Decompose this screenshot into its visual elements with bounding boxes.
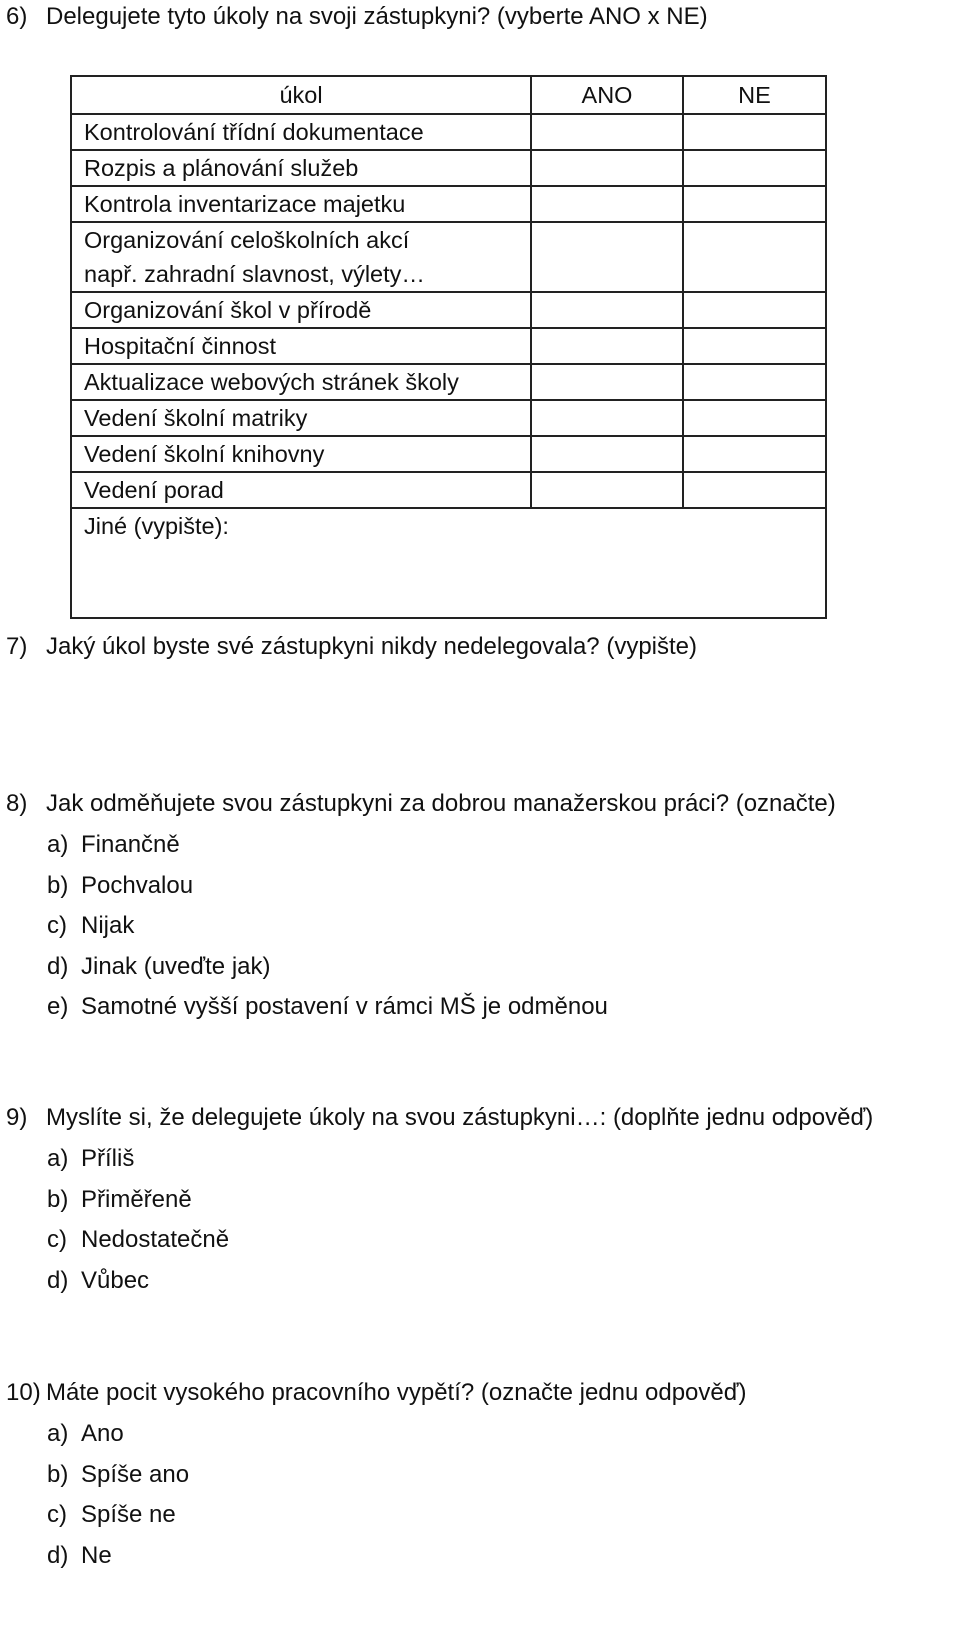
- option-text: Příliš: [81, 1145, 135, 1172]
- ano-cell[interactable]: [531, 364, 683, 400]
- option-item[interactable]: [47, 1144, 229, 1185]
- question-number: 7): [6, 633, 28, 660]
- ne-cell[interactable]: [683, 114, 826, 150]
- ne-cell[interactable]: [683, 186, 826, 222]
- option-letter: c): [47, 1226, 67, 1253]
- table-row: [71, 114, 826, 150]
- header-ne: NE: [683, 76, 826, 114]
- other-label: Jiné (vypište):: [71, 508, 531, 618]
- ano-cell[interactable]: [531, 472, 683, 508]
- ano-cell[interactable]: [531, 328, 683, 364]
- option-text: Ano: [81, 1420, 124, 1447]
- ano-cell[interactable]: [531, 400, 683, 436]
- option-item[interactable]: [47, 1541, 189, 1582]
- other-answer-area[interactable]: [531, 508, 826, 618]
- question-text: Jaký úkol byste své zástupkyni nikdy nedelegovala? (vypište): [46, 633, 697, 660]
- option-item[interactable]: [47, 1185, 229, 1226]
- ano-cell[interactable]: [531, 114, 683, 150]
- option-item[interactable]: [47, 1266, 229, 1307]
- table-row: [71, 150, 826, 186]
- option-text: Nedostatečně: [81, 1226, 230, 1253]
- task-label: Hospitační činnost: [71, 328, 531, 364]
- question-number: 8): [6, 790, 28, 817]
- task-label: Vedení porad: [71, 472, 531, 508]
- option-letter: a): [47, 1420, 69, 1447]
- option-text: Ne: [81, 1541, 112, 1569]
- option-item[interactable]: [47, 1419, 189, 1460]
- table-row: [71, 186, 826, 222]
- header-task: úkol: [71, 76, 531, 114]
- question-number: 10): [6, 1379, 41, 1406]
- task-label-line-1: Organizování celoškolních akcí: [84, 227, 410, 253]
- option-text: Nijak: [81, 912, 135, 939]
- question-10-options: [47, 1419, 189, 1581]
- question-text: Delegujete tyto úkoly na svoji zástupkyni? (vyberte ANO x NE): [46, 3, 708, 30]
- ano-cell[interactable]: [531, 186, 683, 222]
- header-ano: ANO: [531, 76, 683, 114]
- option-letter: c): [47, 1501, 67, 1528]
- question-7: [6, 632, 697, 662]
- ne-cell[interactable]: [683, 436, 826, 472]
- ne-cell[interactable]: [683, 150, 826, 186]
- option-letter: d): [47, 1541, 69, 1569]
- question-number: 6): [6, 3, 28, 30]
- option-item[interactable]: [47, 1460, 189, 1501]
- question-text: Jak odměňujete svou zástupkyni za dobrou manažerskou práci? (označte): [46, 790, 836, 817]
- ano-cell[interactable]: [531, 436, 683, 472]
- option-letter: d): [47, 1266, 69, 1294]
- task-delegation-table: [70, 75, 827, 619]
- question-9-options: [47, 1144, 229, 1306]
- option-letter: c): [47, 912, 67, 939]
- option-text: Spíše ano: [81, 1460, 190, 1488]
- ne-cell[interactable]: [683, 472, 826, 508]
- option-text: Samotné vyšší postavení v rámci MŠ je odměnou: [81, 993, 608, 1020]
- question-10: [6, 1378, 747, 1408]
- table-header-row: [71, 76, 826, 114]
- option-letter: e): [47, 993, 69, 1020]
- ne-cell[interactable]: [683, 292, 826, 328]
- option-letter: a): [47, 1145, 69, 1172]
- option-letter: d): [47, 952, 69, 980]
- task-label: Vedení školní matriky: [71, 400, 531, 436]
- task-label: Kontrola inventarizace majetku: [71, 186, 531, 222]
- ano-cell[interactable]: [531, 222, 683, 292]
- option-text: Vůbec: [81, 1266, 150, 1294]
- option-item[interactable]: [47, 1225, 229, 1266]
- table-row: [71, 328, 826, 364]
- option-item[interactable]: [47, 952, 608, 993]
- option-letter: b): [47, 1185, 69, 1213]
- table-row: [71, 292, 826, 328]
- task-label: Rozpis a plánování služeb: [71, 150, 531, 186]
- question-9: [6, 1103, 873, 1133]
- option-letter: a): [47, 831, 69, 858]
- question-8-options: [47, 830, 608, 1033]
- option-text: Spíše ne: [81, 1501, 176, 1528]
- option-item[interactable]: [47, 911, 608, 952]
- ano-cell[interactable]: [531, 292, 683, 328]
- table-row: [71, 364, 826, 400]
- option-item[interactable]: [47, 830, 608, 871]
- option-letter: b): [47, 871, 69, 899]
- task-label: Kontrolování třídní dokumentace: [71, 114, 531, 150]
- option-text: Pochvalou: [81, 871, 194, 899]
- ne-cell[interactable]: [683, 222, 826, 292]
- table-row: [71, 472, 826, 508]
- option-item[interactable]: [47, 992, 608, 1033]
- option-text: Přiměřeně: [81, 1185, 192, 1213]
- ne-cell[interactable]: [683, 328, 826, 364]
- option-text: Jinak (uveďte jak): [81, 952, 271, 980]
- question-6: [6, 2, 708, 32]
- task-label-line-2: např. zahradní slavnost, výlety…: [84, 261, 425, 287]
- option-letter: b): [47, 1460, 69, 1488]
- question-number: 9): [6, 1104, 28, 1131]
- ne-cell[interactable]: [683, 400, 826, 436]
- task-label: Aktualizace webových stránek školy: [71, 364, 531, 400]
- question-8: [6, 789, 836, 819]
- ano-cell[interactable]: [531, 150, 683, 186]
- ne-cell[interactable]: [683, 364, 826, 400]
- option-item[interactable]: [47, 1500, 189, 1541]
- task-label: [71, 222, 531, 292]
- table-row: [71, 436, 826, 472]
- table-row: [71, 222, 826, 292]
- task-label: Organizování škol v přírodě: [71, 292, 531, 328]
- task-label: Vedení školní knihovny: [71, 436, 531, 472]
- option-text: Finančně: [81, 831, 180, 858]
- table-row-other: [71, 508, 826, 618]
- table-row: [71, 400, 826, 436]
- option-item[interactable]: [47, 871, 608, 912]
- question-text: Myslíte si, že delegujete úkoly na svou zástupkyni…: (doplňte jednu odpověď): [46, 1104, 874, 1131]
- question-text: Máte pocit vysokého pracovního vypětí? (označte jednu odpověď): [46, 1379, 747, 1406]
